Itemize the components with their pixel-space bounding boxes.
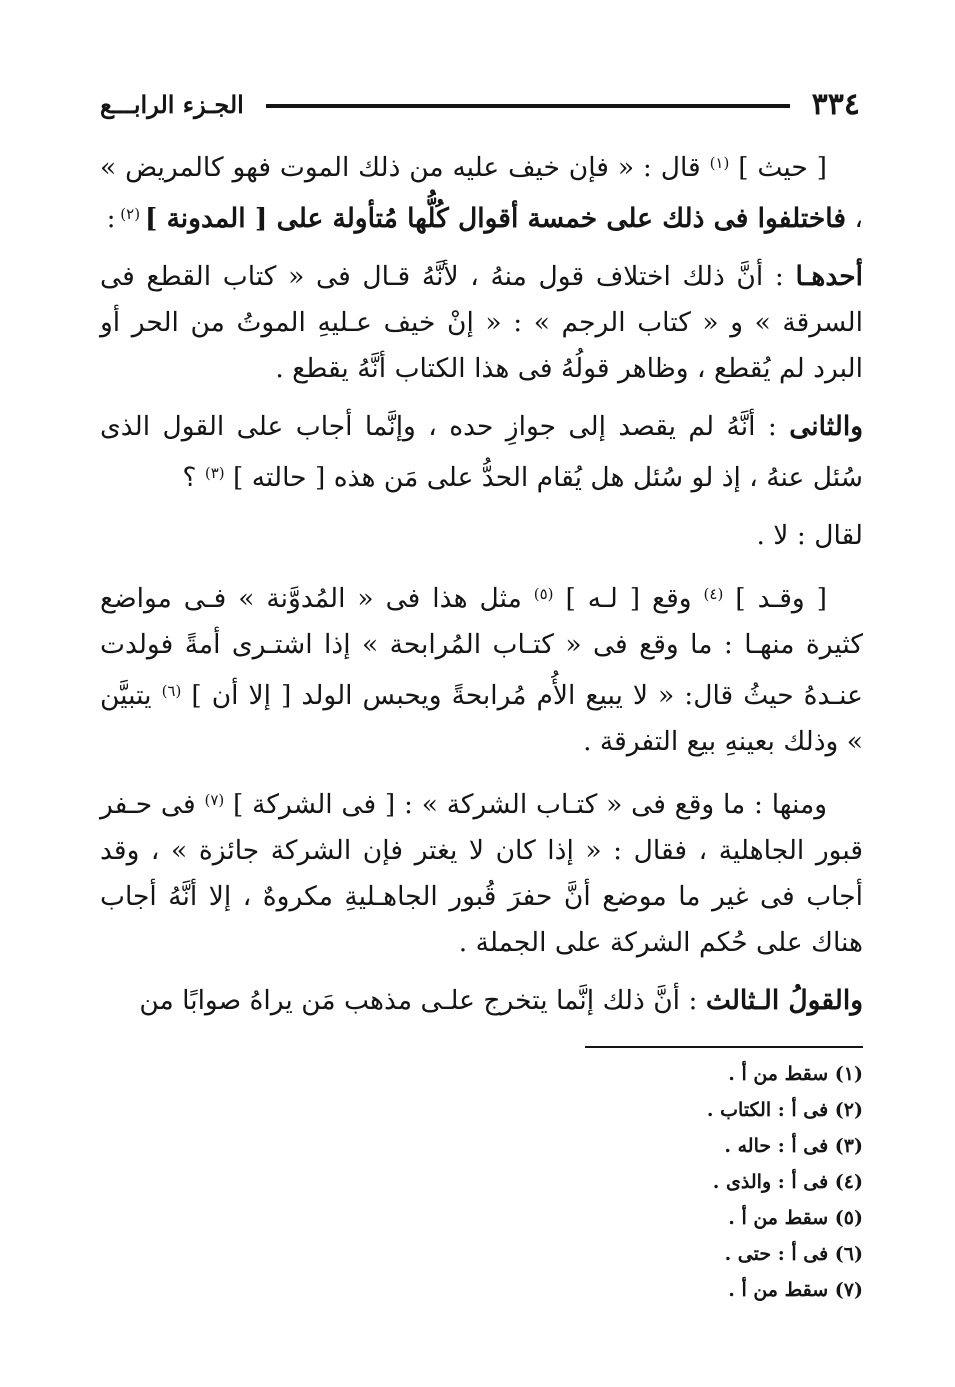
- footnote-3: (٣) فى أ : حاله .: [724, 1135, 863, 1157]
- paragraph-lead: والقولُ الـثالث: [705, 985, 863, 1016]
- paragraph-2: [100, 254, 863, 392]
- text-span: [ وقـد ]: [723, 583, 827, 614]
- footnote-ref-2: (٢): [115, 205, 145, 223]
- paragraph-3: [100, 404, 863, 501]
- footnote-2: (٢) فى أ : الكتاب .: [706, 1099, 863, 1121]
- page-header: [100, 82, 860, 126]
- text-span: يتبيَّن » وذلك بعينهِ بيع التفرقة .: [100, 680, 863, 757]
- running-head: الجـزء الرابـــع: [100, 89, 244, 119]
- paragraph-lead: والثانى: [789, 411, 863, 442]
- paragraph-6: [100, 777, 863, 966]
- text-span: مثل هذا فى « المُدوَّنة » فـى مواضع كثيرة منهـا : ما وقع فى « كتـاب المُرابحة » إذا اشتـرى أمةً فولدت عنـدهُ حيثُ قال: « لا يبيع الأُم مُرابحةً ويحبس الولد [ إلا أن ]: [100, 583, 863, 711]
- footnote-ref-3: (٣): [204, 464, 225, 482]
- text-span: ومنها : ما وقع فى « كتـاب الشركة » : [ فى الشركة ]: [224, 789, 827, 820]
- footnote-ref-6: (٦): [161, 682, 182, 700]
- footnote-ref-7: (٧): [204, 791, 225, 809]
- text-span: وقع [ لـه ]: [553, 583, 704, 614]
- text-span: :: [106, 203, 116, 234]
- footnotes: [463, 1056, 863, 1308]
- text-span: : أنَّ ذلك اختلاف قول منهُ ، لأنَّهُ قـال فى « كتاب القطع فى السرقة » و « كتاب الرجم » : « إنْ خيف عـليهِ الموتُ من الحر أو البرد لم يُقطع ، وظاهر قولُهُ فى هذا الكتاب أنَّهُ يقطع .: [100, 261, 863, 384]
- text-span: ؟: [182, 462, 205, 493]
- footnote-6: (٦) فى أ : حتى .: [724, 1243, 863, 1265]
- text-span: [ حيث ]: [729, 152, 827, 183]
- footnote-4: (٤) فى أ : والذى .: [712, 1171, 863, 1193]
- footnote-1: (١) سقط من أ .: [728, 1063, 863, 1085]
- text-span: لقال : لا .: [756, 520, 863, 551]
- text-span-bold: فاختلفوا فى ذلك على خمسة أقوال كُلُّها مُتأولة على [ المدونة ]: [144, 203, 846, 234]
- footnote-ref-4: (٤): [703, 585, 724, 603]
- page-number: ٣٣٤: [811, 86, 860, 122]
- paragraph-7: [100, 978, 863, 1024]
- footnote-7: (٧) سقط من أ .: [728, 1279, 863, 1301]
- text-span: قال : « فإن خيف عليه من ذلك الموت فهو كالمريض » ،: [100, 152, 863, 234]
- text-span: : أنَّ ذلك إنَّما يتخرج علـى مذهب مَن يراهُ صوابًا من: [139, 985, 706, 1016]
- footnote-separator: [585, 1046, 863, 1048]
- main-text: [100, 140, 863, 1036]
- header-rule: [266, 104, 790, 108]
- paragraph-5: [100, 571, 863, 765]
- footnote-ref-1: (١): [709, 154, 730, 172]
- paragraph-4: [100, 513, 863, 559]
- text-span: : أنَّهُ لم يقصد إلى جوازِ حده ، وإنَّما أجاب على القول الذى سُئل عنهُ ، إذ لو سُئل هل يُقام الحدُّ على مَن هذه [ حالته ]: [100, 411, 863, 493]
- text-span: فى حـفر قبور الجاهلية ، فقال : « إذا كان لا يغتر فإن الشركة جائزة » ، وقد أجاب فى غير ما موضع أنَّ حفرَ قُبور الجاهـليةِ مكروهٌ ، إلا أنَّهُ أجاب هناك على حُكم الشركة على الجملة .: [100, 789, 863, 958]
- paragraph-1: [100, 140, 863, 242]
- footnote-ref-5: (٥): [533, 585, 554, 603]
- paragraph-lead: أحدهـا: [795, 261, 863, 292]
- footnote-5: (٥) سقط من أ .: [728, 1207, 863, 1229]
